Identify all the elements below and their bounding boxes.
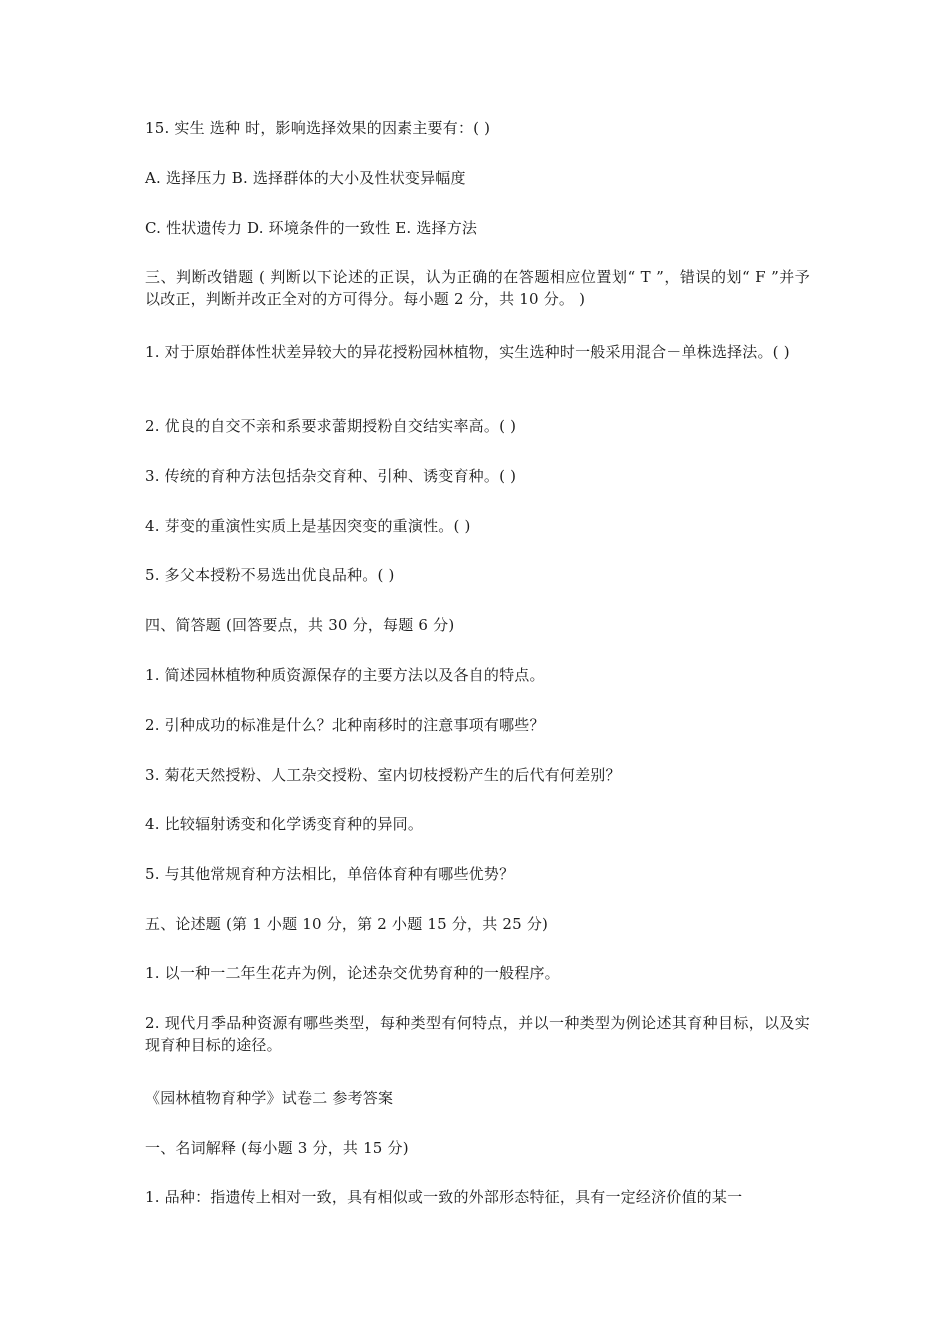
short-answer-4: 4. 比较辐射诱变和化学诱变育种的异同。 bbox=[145, 815, 424, 833]
judge-item-4: 4. 芽变的重演性实质上是基因突变的重演性。( ) bbox=[145, 517, 471, 535]
short-answer-1: 1. 简述园林植物种质资源保存的主要方法以及各自的特点。 bbox=[145, 666, 545, 684]
judge-item-2: 2. 优良的自交不亲和系要求蕾期授粉自交结实率高。( ) bbox=[145, 417, 517, 435]
question-15: 15. 实生 选种 时，影响选择效果的因素主要有：( ) bbox=[145, 119, 491, 137]
judge-item-5: 5. 多父本授粉不易选出优良品种。( ) bbox=[145, 566, 395, 584]
judge-item-1: 1. 对于原始群体性状差异较大的异花授粉园林植物，实生选种时一般采用混合－单株选择法。( ) bbox=[145, 343, 790, 361]
answer-key-title: 《园林植物育种学》试卷二 参考答案 bbox=[145, 1089, 394, 1107]
answer-section-1-heading: 一、名词解释 (每小题 3 分，共 15 分) bbox=[145, 1139, 409, 1157]
short-answer-3: 3. 菊花天然授粉、人工杂交授粉、室内切枝授粉产生的后代有何差别？ bbox=[145, 766, 621, 784]
options-cde: C. 性状遗传力 D. 环境条件的一致性 E. 选择方法 bbox=[145, 219, 478, 237]
short-answer-5: 5. 与其他常规育种方法相比，单倍体育种有哪些优势？ bbox=[145, 865, 515, 883]
section-5-heading: 五、论述题 (第 1 小题 10 分，第 2 小题 15 分，共 25 分) bbox=[145, 915, 549, 933]
judge-item-3: 3. 传统的育种方法包括杂交育种、引种、诱变育种。( ) bbox=[145, 467, 517, 485]
options-ab: A. 选择压力 B. 选择群体的大小及性状变异幅度 bbox=[145, 169, 466, 187]
section-3-heading: 三、判断改错题 ( 判断以下论述的正误，认为正确的在答题相应位置划“ T ”，错误的划“ F ”并予以改正，判断并改正全对的方可得分。每小题 2 分，共 10 分。 ) bbox=[145, 268, 810, 308]
short-answer-2: 2. 引种成功的标准是什么？北种南移时的注意事项有哪些？ bbox=[145, 716, 545, 734]
section-4-heading: 四、简答题 (回答要点，共 30 分，每题 6 分) bbox=[145, 616, 455, 634]
essay-2: 2. 现代月季品种资源有哪些类型，每种类型有何特点，并以一种类型为例论述其育种目标，以及实现育种目标的途径。 bbox=[145, 1014, 810, 1054]
answer-term-1: 1. 品种：指遗传上相对一致，具有相似或一致的外部形态特征，具有一定经济价值的某一 bbox=[145, 1188, 743, 1206]
essay-1: 1. 以一种一二年生花卉为例，论述杂交优势育种的一般程序。 bbox=[145, 964, 560, 982]
